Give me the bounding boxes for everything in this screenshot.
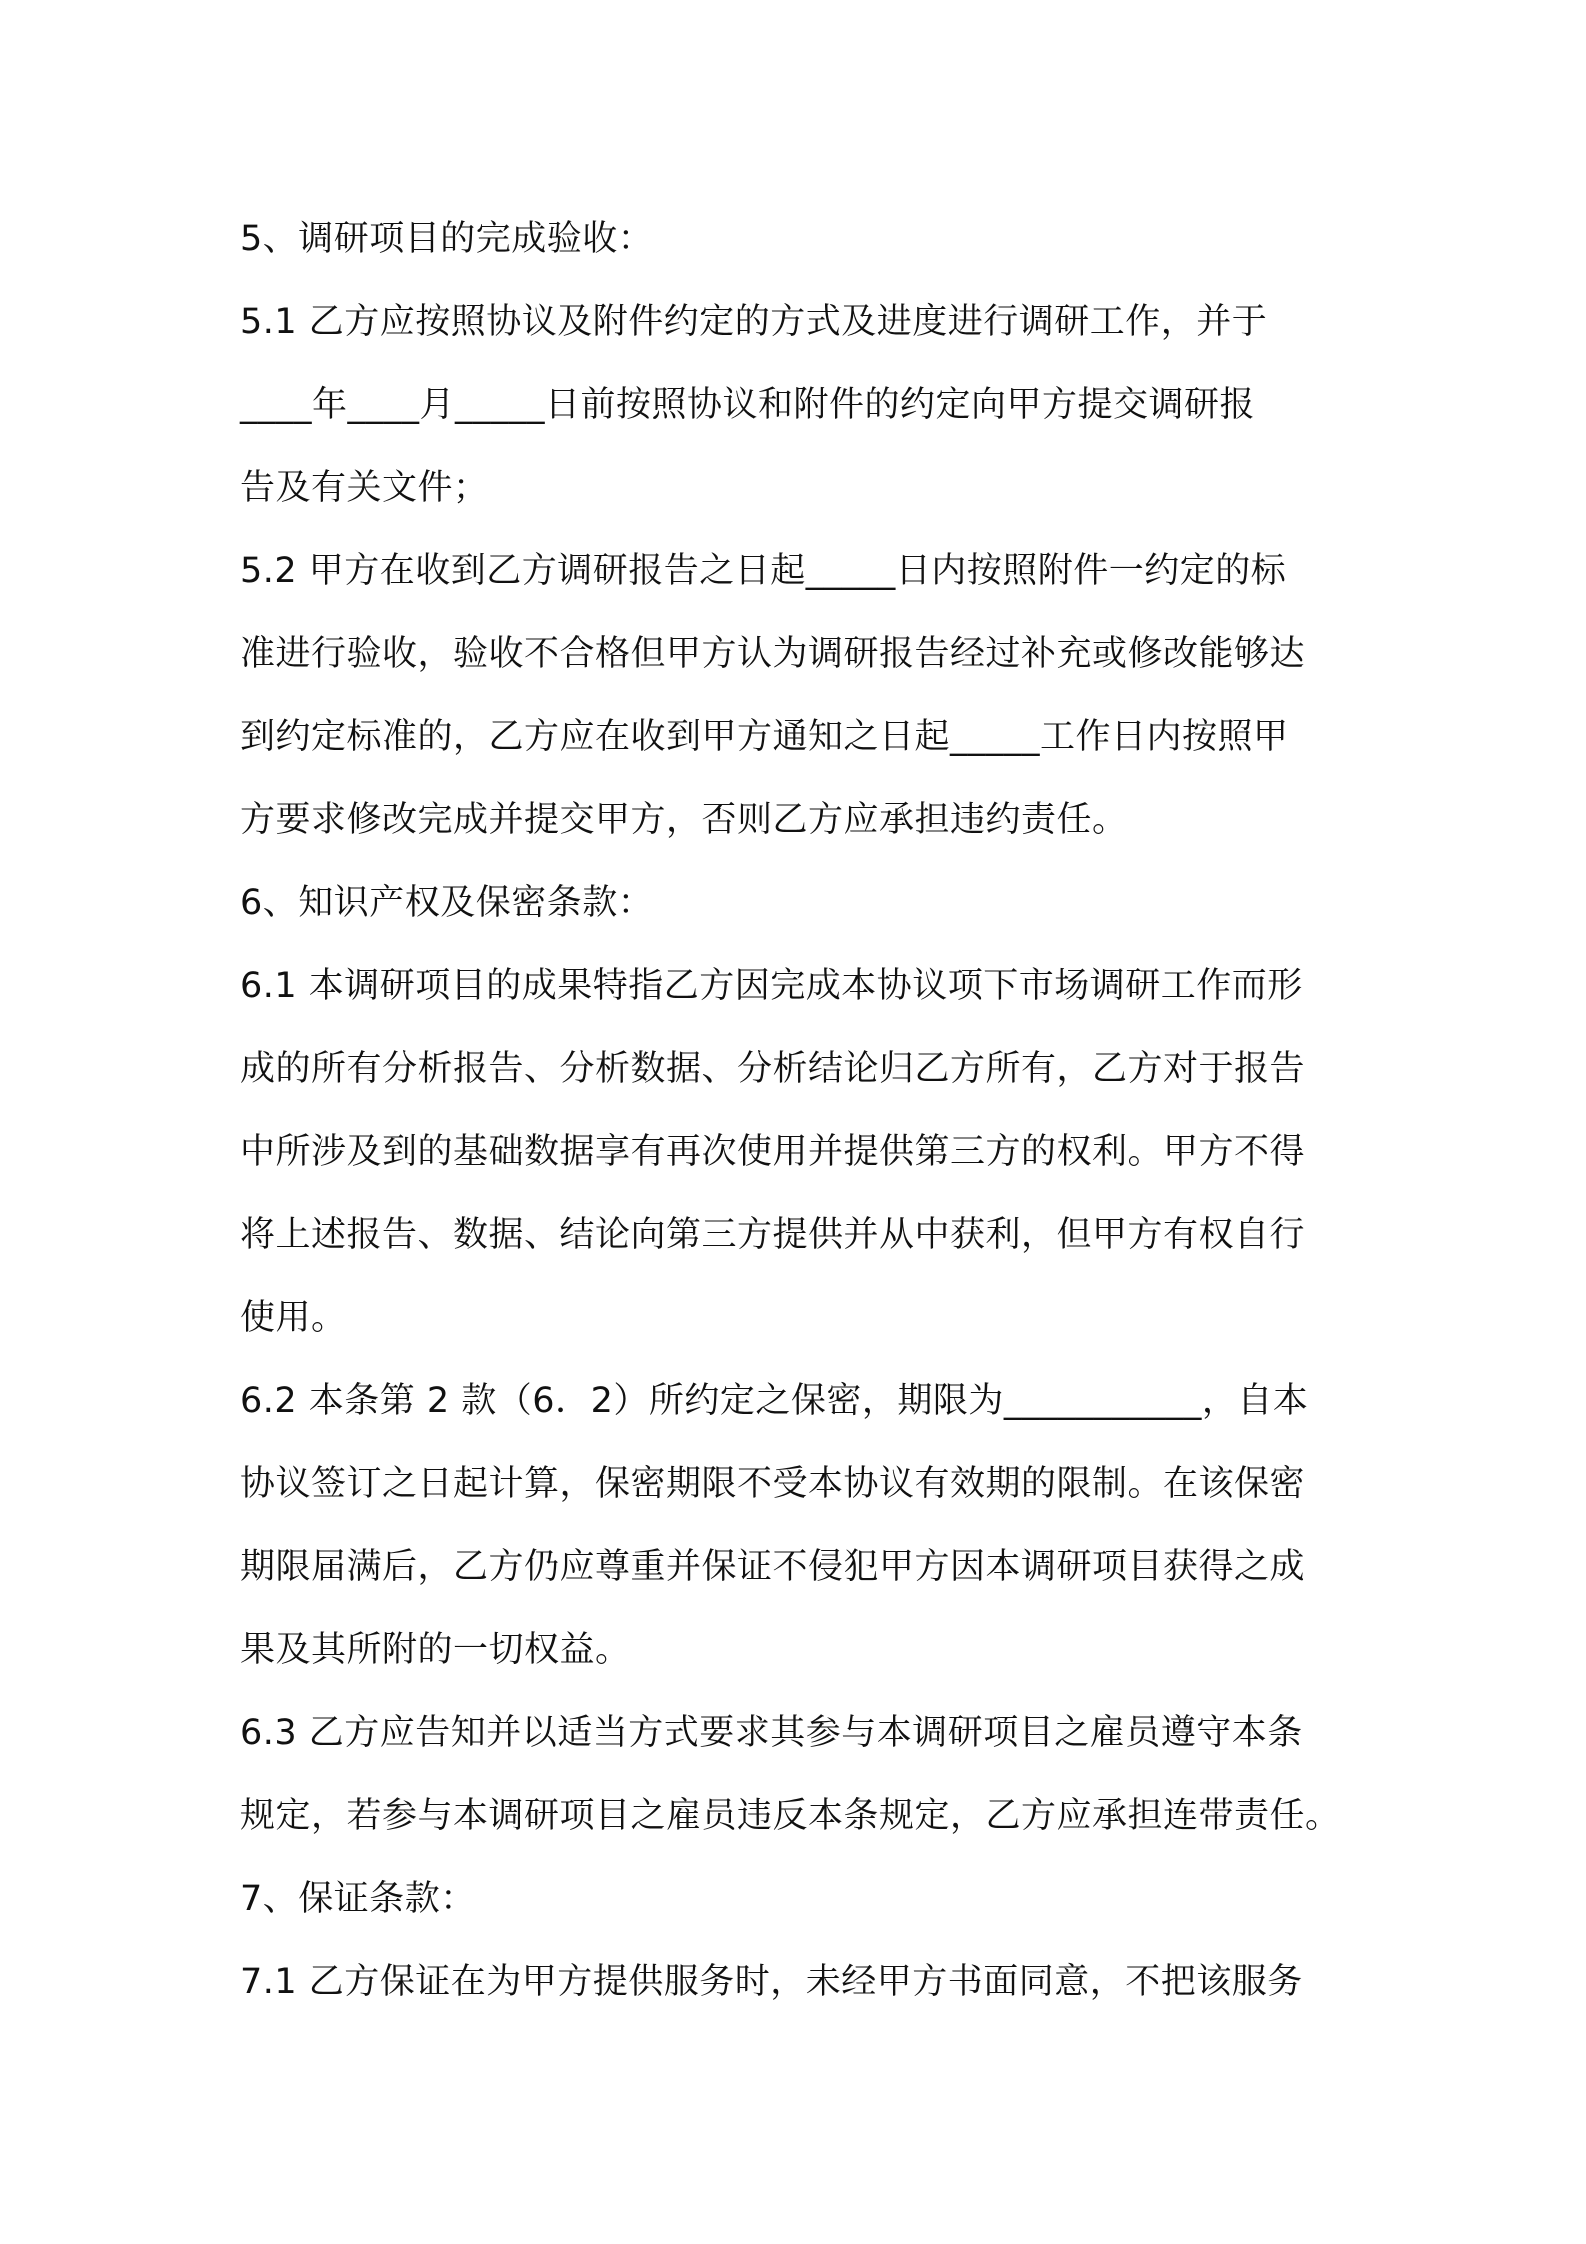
- text-line: 使用。: [240, 1298, 347, 1338]
- clause-6-3: [240, 1692, 1352, 1858]
- text-line: 方要求修改完成并提交甲方，否则乙方应承担违约责任。: [240, 800, 1128, 840]
- text-line: 协议签订之日起计算，保密期限不受本协议有效期的限制。在该保密: [240, 1464, 1306, 1504]
- text-line: 7.1 乙方保证在为甲方提供服务时，未经甲方书面同意，不把该服务: [240, 1962, 1303, 2002]
- clause-5-2: [240, 530, 1352, 862]
- text-line: 规定，若参与本调研项目之雇员违反本条规定，乙方应承担连带责任。: [240, 1796, 1341, 1836]
- text-line: 5.1 乙方应按照协议及附件约定的方式及进度进行调研工作，并于: [240, 302, 1268, 342]
- text-line: 果及其所附的一切权益。: [240, 1630, 631, 1670]
- clause-6-1: [240, 945, 1352, 1360]
- text-line: 成的所有分析报告、分析数据、分析结论归乙方所有，乙方对于报告: [240, 1049, 1306, 1089]
- text-line: 7、保证条款：: [240, 1879, 476, 1919]
- text-line: ____年____月_____日前按照协议和附件的约定向甲方提交调研报: [240, 385, 1256, 425]
- text-line: 中所涉及到的基础数据享有再次使用并提供第三方的权利。甲方不得: [240, 1132, 1306, 1172]
- text-line: 准进行验收，验收不合格但甲方认为调研报告经过补充或修改能够达: [240, 634, 1306, 674]
- section-heading-6: [240, 862, 1352, 945]
- text-line: 5、调研项目的完成验收：: [240, 219, 654, 259]
- section-heading-7: [240, 1858, 1352, 1941]
- clause-7-1: [240, 1941, 1352, 2024]
- text-line: 告及有关文件；: [240, 468, 489, 508]
- text-line: 6.3 乙方应告知并以适当方式要求其参与本调研项目之雇员遵守本条: [240, 1713, 1303, 1753]
- text-line: 6.2 本条第 2 款（6．2）所约定之保密，期限为___________，自本: [240, 1381, 1309, 1421]
- text-line: 到约定标准的，乙方应在收到甲方通知之日起_____工作日内按照甲: [240, 717, 1289, 757]
- document-body: [240, 198, 1352, 2024]
- text-line: 5.2 甲方在收到乙方调研报告之日起_____日内按照附件一约定的标: [240, 551, 1287, 591]
- clause-6-2: [240, 1360, 1352, 1692]
- section-heading-5: [240, 198, 1352, 281]
- text-line: 6、知识产权及保密条款：: [240, 883, 654, 923]
- text-line: 将上述报告、数据、结论向第三方提供并从中获利，但甲方有权自行: [240, 1215, 1306, 1255]
- clause-5-1: [240, 281, 1352, 530]
- text-line: 期限届满后，乙方仍应尊重并保证不侵犯甲方因本调研项目获得之成: [240, 1547, 1306, 1587]
- text-line: 6.1 本调研项目的成果特指乙方因完成本协议项下市场调研工作而形: [240, 966, 1303, 1006]
